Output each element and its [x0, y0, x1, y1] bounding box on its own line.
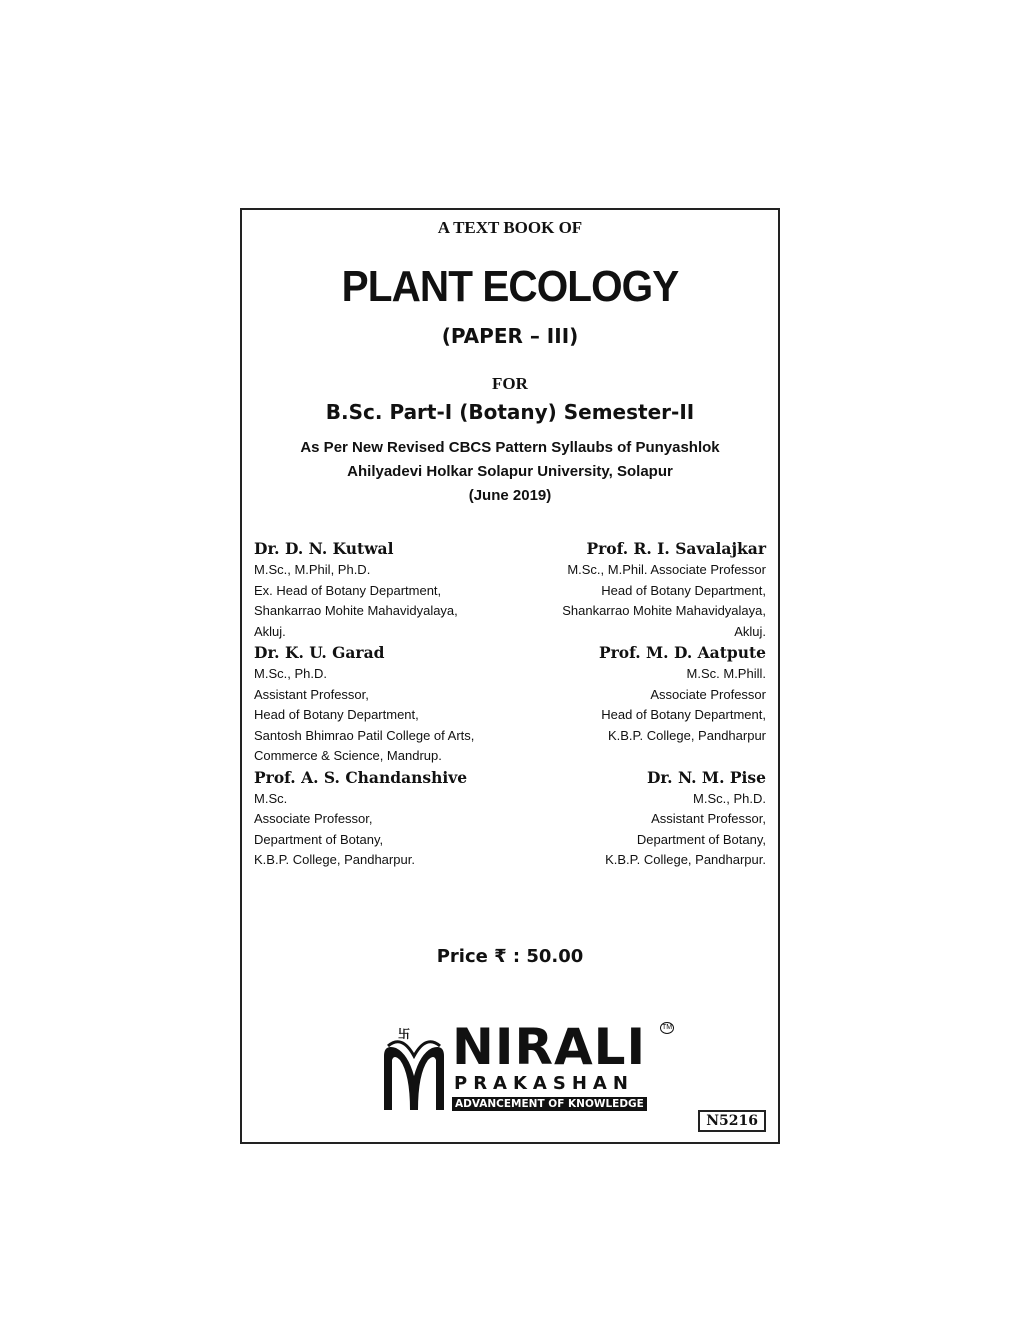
pre-title: A TEXT BOOK OF — [437, 218, 583, 237]
syllabus-line-2: Ahilyadevi Holkar Solapur University, Solapur — [347, 463, 673, 480]
author-detail: Head of Botany Department, — [601, 582, 766, 598]
author-detail: Shankarrao Mohite Mahavidyalaya, — [254, 603, 458, 618]
author-detail: K.B.P. College, Pandharpur — [607, 727, 766, 743]
course-label: B.Sc. Part-I (Botany) Semester-II — [325, 400, 695, 424]
authors-left-column — [254, 538, 504, 871]
author-name: Dr. K. U. Garad — [254, 643, 385, 662]
book-title: PLANT ECOLOGY — [341, 262, 679, 311]
author-detail: Assistant Professor, — [651, 811, 766, 826]
publisher-name: NIRALI — [452, 1018, 647, 1076]
author-detail: Santosh Bhimrao Patil College of Arts, — [254, 727, 475, 743]
paper-label: (PAPER – III) — [441, 324, 579, 348]
author-detail — [516, 746, 766, 767]
author-detail: Assistant Professor, — [254, 686, 369, 702]
book-emblem-icon — [378, 1026, 450, 1110]
author-detail: M.Sc., Ph.D. — [254, 666, 327, 681]
publisher-sub: PRAKASHAN — [454, 1073, 634, 1094]
price: Price ₹ : 50.00 — [436, 946, 584, 967]
author-name: Prof. R. I. Savalajkar — [586, 539, 766, 558]
publisher-tagline: ADVANCEMENT OF KNOWLEDGE — [452, 1097, 647, 1111]
book-code: N5216 — [698, 1110, 766, 1132]
author-name: Dr. N. M. Pise — [646, 767, 766, 787]
author-detail: Shankarrao Mohite Mahavidyalaya, — [562, 603, 766, 618]
author-detail: M.Sc., M.Phil. Associate Professor — [567, 562, 766, 577]
author-detail: Associate Professor, — [254, 811, 373, 826]
author-detail: M.Sc. M.Phill. — [686, 666, 766, 681]
author-detail: Head of Botany Department, — [601, 707, 766, 722]
author-detail: Department of Botany, — [254, 831, 384, 847]
author-detail: Associate Professor — [650, 686, 766, 702]
author-name: Prof. A. S. Chandanshive — [254, 767, 468, 787]
authors-right-column — [516, 538, 766, 871]
publisher-logo — [378, 1018, 678, 1114]
for-label: FOR — [492, 374, 528, 393]
author-name: Prof. M. D. Aatpute — [598, 643, 766, 662]
author-detail: Ex. Head of Botany Department, — [254, 582, 442, 598]
trademark-mark: TM — [660, 1022, 674, 1034]
author-detail: Department of Botany, — [636, 831, 766, 847]
author-name: Dr. D. N. Kutwal — [254, 539, 394, 558]
author-detail: M.Sc., Ph.D. — [693, 790, 766, 806]
syllabus-line-1: As Per New Revised CBCS Pattern Syllaubs of Punyashlok — [300, 439, 720, 456]
title-page-frame — [240, 208, 780, 1144]
author-detail: K.B.P. College, Pandharpur. — [605, 852, 766, 867]
svg-text:卐: 卐 — [398, 1027, 411, 1041]
author-detail: M.Sc., M.Phil, Ph.D. — [254, 562, 371, 577]
author-detail: Head of Botany Department, — [254, 707, 419, 722]
author-detail: K.B.P. College, Pandharpur. — [254, 852, 415, 867]
author-detail: Akluj. — [734, 623, 766, 639]
author-detail: Akluj. — [254, 623, 286, 639]
author-detail: M.Sc. — [254, 790, 288, 806]
edition-date: (June 2019) — [468, 487, 552, 504]
author-detail: Commerce & Science, Mandrup. — [254, 748, 442, 763]
